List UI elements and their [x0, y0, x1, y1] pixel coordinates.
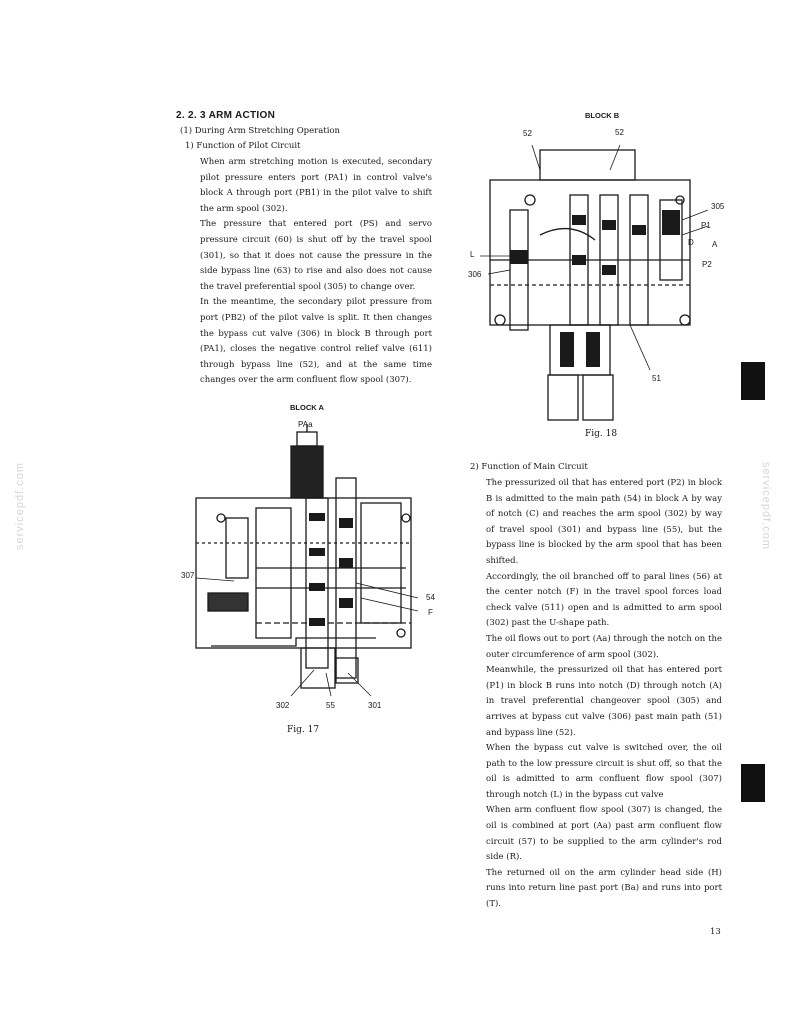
pilot-paragraph-3: In the meantime, the secondary pilot pressure from port (PB2) of the pilot valve is split. It then changes the bypass cut valve (306) in block B through port (PA1), closes the negative control relief valve (611) through bypass line (52), and at the same time changes over the arm confluent flow spool (307).	[200, 297, 432, 386]
fig17-label-302: 302	[276, 701, 290, 710]
main-paragraph-4: Meanwhile, the pressurized oil that has entered port (P1) in block B runs into notch (D) through notch (A) in travel preferential changeover spool (305) and arrives at bypass cut valve (306) past main path (51) and bypass line (52).	[486, 665, 722, 738]
fig18-label-p2: P2	[702, 260, 712, 269]
main-paragraph-3: The oil flows out to port (Aa) through the notch on the outer circumference of arm spool (302).	[486, 633, 722, 660]
fig18-label-a: A	[712, 240, 718, 249]
watermark-right: servicepdf.com	[759, 462, 772, 550]
figure-18-diagram	[480, 140, 710, 425]
pilot-circuit-text	[200, 155, 432, 389]
thumb-tab-top	[741, 362, 765, 400]
section-subtitle-1: (1) During Arm Stretching Operation	[180, 126, 341, 136]
figure-18-title: BLOCK B	[585, 111, 620, 120]
main-circuit-text	[486, 476, 722, 913]
section-title: 2. 2. 3 ARM ACTION	[176, 110, 276, 121]
fig17-label-f: F	[428, 608, 433, 617]
main-paragraph-2: Accordingly, the oil branched off to paral lines (56) at the center notch (F) in the travel spool forces load check valve (511) open and is admitted to arm spool (302) past the U-shape path.	[486, 571, 722, 629]
pilot-paragraph-2: The pressure that entered port (PS) and servo pressure circuit (60) is shut off by the travel spool (301), so that it does not cause the pressure in the side bypass line (63) to rise and also does not cause the travel preferential spool (305) to change over.	[200, 219, 432, 292]
fig18-label-d: D	[688, 238, 694, 247]
figure-17-diagram	[196, 418, 436, 708]
figure-17-caption: Fig. 17	[287, 725, 320, 735]
fig17-label-307: 307	[181, 571, 195, 580]
fig17-label-54: 54	[426, 593, 435, 602]
pilot-paragraph-1: When arm stretching motion is executed, secondary pilot pressure enters port (PA1) in control valve's block A through port (PB1) in the pilot valve to shift the arm spool (302).	[200, 157, 432, 214]
watermark-left: servicepdf.com	[13, 462, 26, 550]
fig17-label-301: 301	[368, 701, 382, 710]
fig18-label-306: 306	[468, 270, 482, 279]
section-subtitle-2: 1) Function of Pilot Circuit	[185, 141, 301, 151]
main-paragraph-6: When arm confluent flow spool (307) is changed, the oil is combined at port (Aa) past arm confluent flow circuit (57) to be supplied to the arm cylinder's rod side (R).	[486, 805, 722, 863]
fig18-label-52b: 52	[615, 128, 624, 137]
fig18-label-52a: 52	[523, 129, 532, 138]
fig18-label-51: 51	[652, 374, 661, 383]
main-paragraph-7: The returned oil on the arm cylinder head side (H) runs into return line past port (Ba) and runs into port (T).	[486, 867, 722, 910]
fig17-label-paa: PAa	[298, 420, 313, 429]
fig18-label-305: 305	[711, 202, 725, 211]
fig18-label-p1: P1	[701, 221, 711, 230]
figure-17-title: BLOCK A	[290, 403, 324, 412]
fig18-label-l: L	[470, 250, 475, 259]
thumb-tab-bottom	[741, 764, 765, 802]
main-paragraph-5: When the bypass cut valve is switched over, the oil path to the low pressure circuit is shut off, so that the oil is admitted to arm confluent flow spool (307) through notch (L) in the bypass cut valve	[486, 743, 722, 800]
page-number: 13	[710, 927, 721, 937]
figure-18-caption: Fig. 18	[585, 429, 618, 439]
main-circuit-title: 2) Function of Main Circuit	[470, 462, 588, 472]
main-paragraph-1: The pressurized oil that has entered port (P2) in block B is admitted to the main path (54) in block A by way of notch (C) and reaches the arm spool (302) by way of travel spool (301) and bypass line (55), but the bypass line is blocked by the arm spool that has been shifted.	[486, 478, 722, 566]
fig17-label-55: 55	[326, 701, 335, 710]
